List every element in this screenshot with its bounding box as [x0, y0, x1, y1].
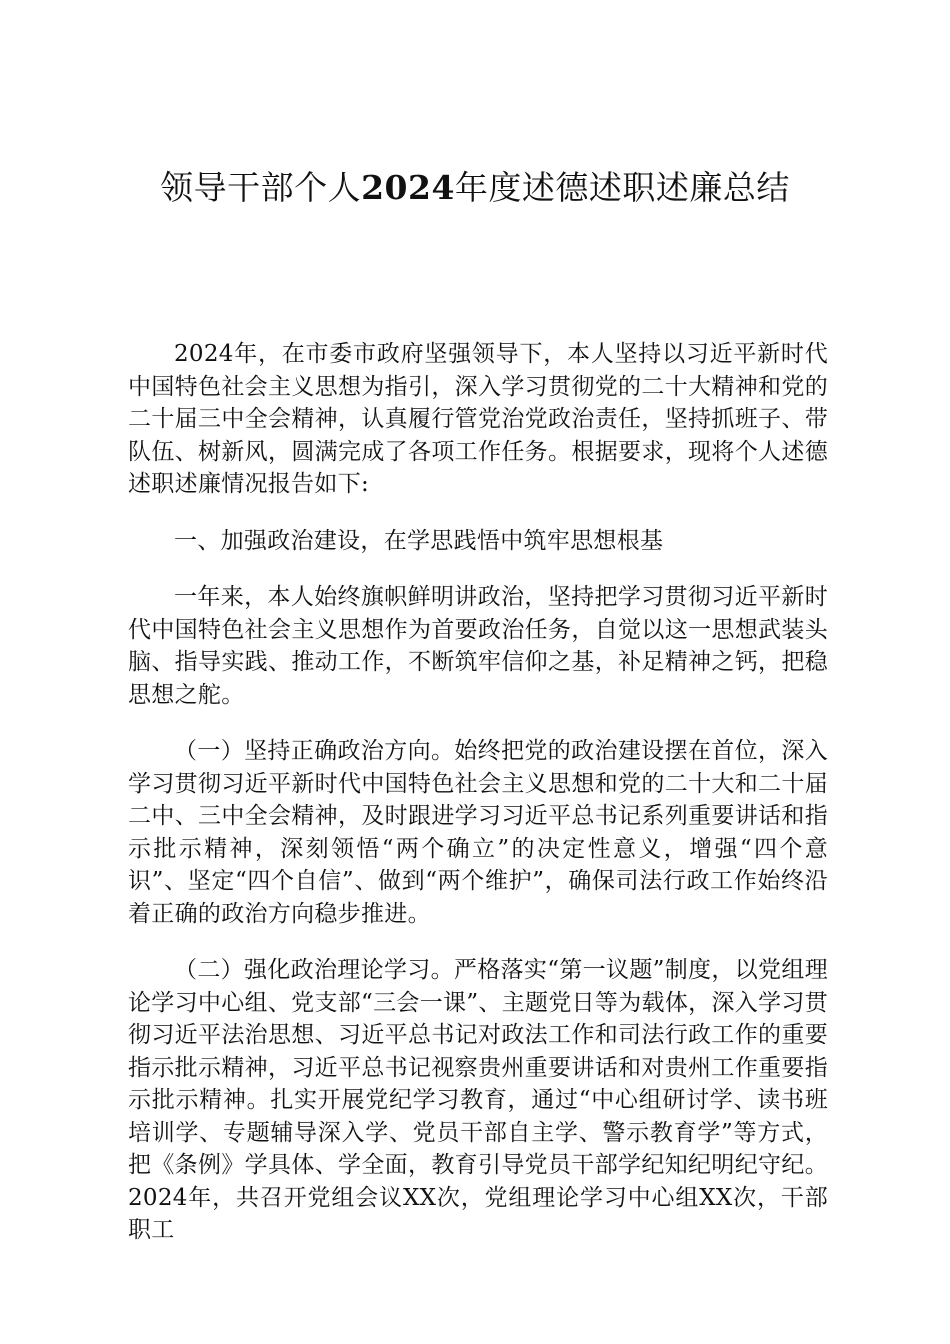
document-title — [0, 166, 950, 210]
paragraph-subsection-2: （二）强化政治理论学习。严格落实“第一议题”制度，以党组理论学习中心组、党支部“三会一课”、主题党日等为载体，深入学习贯彻习近平法治思想、习近平总书记对政法工作和司法行政工作的重要指示批示精神，习近平总书记视察贵州重要讲话和对贵州工作重要指示批示精神。扎实开展党纪学习教育，通过“中心组研讨学、读书班培训学、专题辅导深入学、党员干部自主学、警示教育学”等方式，把《条例》学具体、学全面，教育引导党员干部学纪知纪明纪守纪。2024年，共召开党组会议XX次，党组理论学习中心组XX次，干部职工 — [128, 957, 828, 1243]
section-heading-1: 一、加强政治建设，在学思践悟中筑牢思想根基 — [174, 527, 664, 554]
document-body — [128, 338, 828, 1271]
paragraph-subsection-1: （一）坚持正确政治方向。始终把党的政治建设摆在首位，深入学习贯彻习近平新时代中国特色社会主义思想和党的二十大和二十届二中、三中全会精神，及时跟进学习习近平总书记系列重要讲话和指示批示精神，深刻领悟“两个确立”的决定性意义，增强“四个意识”、坚定“四个自信”、做到“两个维护”，确保司法行政工作始终沿着正确的政治方向稳步推进。 — [128, 738, 828, 927]
title-suffix: 年度述德述职述廉总结 — [454, 168, 790, 207]
paragraph-intro: 2024年，在市委市政府坚强领导下，本人坚持以习近平新时代中国特色社会主义思想为指引，深入学习贯彻党的二十大精神和党的二十届三中全会精神，认真履行管党治党政治责任，坚持抓班子、带队伍、树新风，圆满完成了各项工作任务。根据要求，现将个人述德述职述廉情况报告如下: — [128, 341, 828, 497]
title-prefix: 领导干部个人 — [160, 168, 362, 207]
paragraph-section-1: 一年来，本人始终旗帜鲜明讲政治，坚持把学习贯彻习近平新时代中国特色社会主义思想作为首要政治任务，自觉以这一思想武装头脑、指导实践、推动工作，不断筑牢信仰之基，补足精神之钙，把稳思想之舵。 — [128, 584, 828, 708]
title-year: 2024 — [361, 168, 455, 207]
